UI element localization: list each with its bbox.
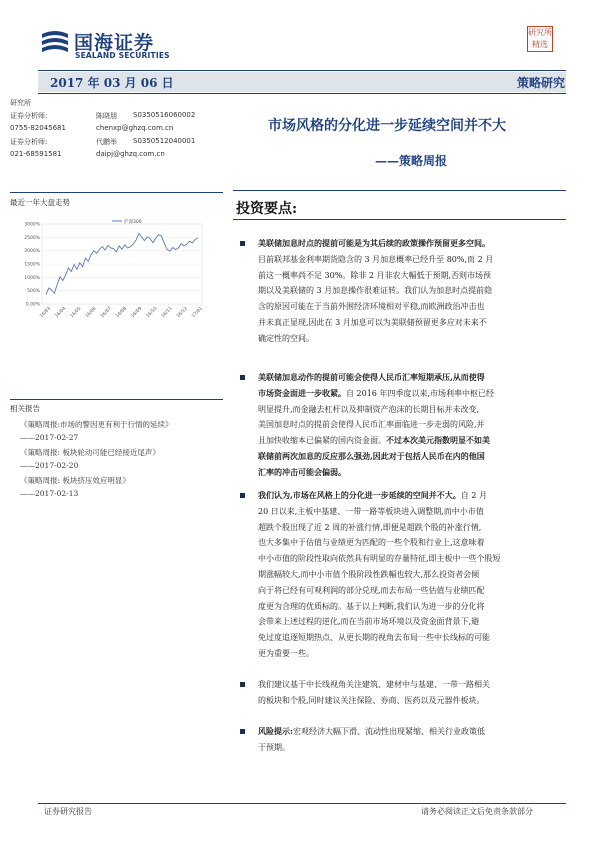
analyst-name: 代鹏举	[96, 138, 117, 146]
paragraph-line	[258, 386, 574, 402]
paragraph-line	[258, 630, 574, 646]
research-seal: 研究所 精选	[527, 26, 553, 52]
bullet-marker	[240, 375, 245, 380]
paragraph-line	[258, 488, 574, 504]
keypoint-paragraph	[258, 236, 574, 347]
keypoint-paragraph	[258, 724, 574, 756]
legend-label: 沪深300	[124, 220, 142, 225]
paragraph-line	[258, 252, 574, 268]
x-tick-label: 16/12	[176, 306, 189, 319]
x-tick-label: 16/08	[115, 306, 128, 319]
related-report[interactable]	[20, 418, 218, 444]
paragraph-line	[258, 331, 574, 347]
paragraph-line	[258, 315, 574, 331]
body-text: 目前联邦基金利率期货隐含的 3 月加息概率已经升至 80%,而 2 月	[258, 254, 494, 264]
x-tick-label: 16/06	[84, 306, 98, 319]
related-report-title: 《策略周报:市场的警因更有利于行情的延续》	[20, 420, 173, 429]
paragraph-line	[258, 646, 574, 662]
footer-right: 请务必阅读正文后免责条款部分	[421, 807, 533, 816]
body-text: 自 2016 年四季度以来,市场利率中枢已经	[346, 388, 494, 398]
bullet-marker	[240, 682, 245, 687]
body-text: 美国加息时点的提前会使得人民币汇率面临进一步走弱的风险,并	[258, 420, 485, 430]
bullet-marker	[240, 241, 245, 246]
emphasis-text: 美联储加息动作的提前可能会使得人民币汇率短期承压,从而使得	[258, 372, 485, 382]
body-text: 且加快收缩本已偏紧的国内资金面。	[258, 436, 386, 446]
related-report[interactable]	[20, 446, 218, 472]
body-text: 宏观经济大幅下滑、流动性出现紧缩、相关行业政策低	[292, 727, 485, 736]
company-logo-icon	[40, 30, 70, 56]
body-text: 度更为合理的优质标的。基于以上判断,我们认为进一步的分化将	[258, 601, 485, 611]
body-text: 20 日以来,主板中基建、一带一路等板块进入调整期,而中小市值	[258, 506, 484, 516]
paragraph-line	[258, 268, 574, 284]
paragraph-line	[258, 433, 574, 449]
institute-label: 研究所	[10, 99, 31, 107]
body-text: 于预期。	[258, 742, 290, 752]
paragraph-line	[258, 740, 574, 756]
body-text: 超跌个股出现了近 2 周的补涨行情,即便是超跌个股的补涨行情,	[258, 522, 482, 532]
analyst-role: 证券分析师:	[10, 138, 48, 146]
body-text: 中小市值的阶段性取向依然具有明显的存量特征,即主板中一些个股短	[258, 554, 501, 564]
related-report-date: ——2017-02-13	[20, 489, 79, 498]
analyst-cert: S0350512040001	[133, 137, 196, 145]
body-text: 期以及美联储的 3 月加息操作很难证转。我们认为加息时点提前隐	[258, 286, 493, 296]
emphasis-text: 风险提示:	[258, 726, 293, 736]
paragraph-line	[258, 583, 574, 599]
body-text: 免过度追逐短期热点、从更长期的视角去布局一些中长线标的可能	[258, 633, 490, 643]
analyst-phone: 0755-82045681	[10, 124, 66, 132]
y-tick-label: 1500%	[24, 262, 40, 268]
analyst-name: 陈晓朋	[96, 112, 117, 120]
emphasis-text: 美联储加息时点的提前可能是为其后续的政策操作预留更多空间。	[258, 238, 490, 248]
body-text: 我们建议基于中长线视角关注建筑、建材中与基建、一带一路相关	[258, 680, 490, 689]
emphasis-text: 市场资金面进一步收紧。	[258, 387, 346, 398]
x-tick-label: 17/01	[191, 306, 204, 319]
x-tick-label: 16/11	[160, 306, 174, 319]
keypoints-top-rule	[233, 190, 566, 191]
bullet-marker	[240, 729, 245, 734]
analyst-email[interactable]: daipj@ghzq.com.cn	[96, 150, 165, 158]
report-subtitle: ——策略周报	[375, 154, 448, 168]
left-section-rule	[10, 192, 223, 193]
y-tick-label: 1000%	[24, 275, 40, 281]
paragraph-line	[258, 504, 574, 520]
paragraph-line	[258, 236, 574, 252]
body-text: 向于将已经有可观利润的部分兑现,而去布局一些估值与业绩匹配	[258, 585, 485, 595]
y-tick-label: 2500%	[24, 235, 40, 241]
report-title: 市场风格的分化进一步延续空间并不大	[268, 118, 506, 134]
x-tick-label: 16/04	[54, 306, 68, 319]
y-tick-label: 500%	[27, 289, 40, 295]
body-text: 前这一概率尚不足 30%。除非 2 月非农大幅低于预期,否则市场预	[258, 270, 492, 280]
bullet-marker	[240, 493, 245, 498]
x-tick-label: 16/10	[145, 306, 159, 319]
paragraph-line	[258, 677, 574, 693]
paragraph-line	[258, 535, 574, 551]
paragraph-line	[258, 465, 574, 481]
paragraph-line	[258, 614, 574, 630]
x-tick-label: 16/09	[130, 306, 144, 319]
x-tick-label: 16/03	[39, 306, 52, 319]
report-date: 2017 年 03 月 06 日	[50, 76, 174, 90]
related-report[interactable]	[20, 474, 218, 500]
analyst-email[interactable]: chenxp@ghzq.com.cn	[96, 124, 174, 132]
body-text: 明显提升,而金融去杠杆以及抑制资产泡沫的长期目标并未改变,	[258, 404, 480, 414]
chart-title: 最近一年大盘走势	[10, 198, 70, 207]
body-text: 也大多集中于估值与业绩更为匹配的一些个股和行业上,这意味着	[258, 538, 485, 548]
body-text: 自 2 月	[460, 491, 487, 500]
market-trend-chart	[10, 212, 210, 324]
paragraph-line	[258, 299, 574, 315]
emphasis-text: 汇率的冲击可能会偏弱。	[258, 466, 346, 477]
paragraph-line	[258, 693, 574, 709]
paragraph-line	[258, 417, 574, 433]
related-report-title: 《策略周报: 板块挤压效应明显》	[20, 476, 130, 485]
paragraph-line	[258, 520, 574, 536]
paragraph-line	[258, 567, 574, 583]
related-title: 相关报告	[10, 404, 40, 413]
header-top-rule	[38, 70, 566, 71]
body-text: 含的原因可能在于当前外围经济环境相对平稳,而欧洲政治冲击也	[258, 302, 485, 312]
y-tick-label: 0.00%	[25, 302, 40, 308]
footer-left: 证券研究报告	[44, 807, 92, 816]
body-text: 并未真正显现,因此在 3 月加息可以为美联储预留更多应对未来不	[258, 317, 487, 327]
paragraph-line	[258, 370, 574, 386]
emphasis-text: 联储前两次加息的反应那么强劲,因此对于包括人民币在内的他国	[258, 450, 485, 461]
report-category: 策略研究	[517, 76, 566, 90]
paragraph-line	[258, 599, 574, 615]
analyst-cert: S0350516060002	[133, 111, 196, 119]
paragraph-line	[258, 551, 574, 567]
footer-rule	[38, 803, 566, 804]
paragraph-line	[258, 724, 574, 740]
related-report-date: ——2017-02-27	[20, 433, 79, 442]
x-tick-label: 16/07	[100, 306, 113, 319]
left-section-rule	[10, 399, 223, 400]
logo-english: SEALAND SECURITIES	[75, 51, 170, 60]
body-text: 更为重要一些。	[258, 648, 314, 658]
keypoints-title: 投资要点:	[236, 201, 298, 217]
body-text: 期涨幅较大,而中小市值个股阶段性跌幅也较大,那么投资者会倾	[258, 569, 480, 579]
paragraph-line	[258, 402, 574, 418]
body-text: 确定性的空间。	[258, 333, 314, 343]
emphasis-text: 不过本次美元指数明显不如美	[386, 435, 490, 446]
paragraph-line	[258, 449, 574, 465]
related-report-date: ——2017-02-20	[20, 461, 79, 470]
emphasis-text: 我们认为,市场在风格上的分化进一步延续的空间并不大。	[258, 490, 461, 500]
paragraph-line	[258, 283, 574, 299]
y-tick-label: 2000%	[24, 249, 40, 255]
keypoint-paragraph	[258, 370, 574, 481]
x-tick-label: 16/05	[69, 306, 83, 319]
logo-chinese: 国海证券	[74, 32, 155, 54]
keypoint-paragraph	[258, 488, 574, 662]
header-bottom-rule	[38, 93, 566, 94]
related-report-title: 《策略周报: 板块轮动可能已经接近尾声》	[20, 448, 160, 457]
keypoints-bottom-rule	[233, 219, 566, 220]
analyst-phone: 021-68591581	[10, 150, 62, 158]
keypoint-paragraph	[258, 677, 574, 709]
analyst-role: 证券分析师:	[10, 112, 48, 120]
body-text: 的板块和个股,同时建议关注保险、券商、医药以及元器件板块。	[258, 695, 485, 705]
y-tick-label: 3000%	[24, 222, 40, 228]
body-text: 会带来上述过程的逆化,而在当前市场环境以及资金面背景下,避	[258, 617, 480, 627]
